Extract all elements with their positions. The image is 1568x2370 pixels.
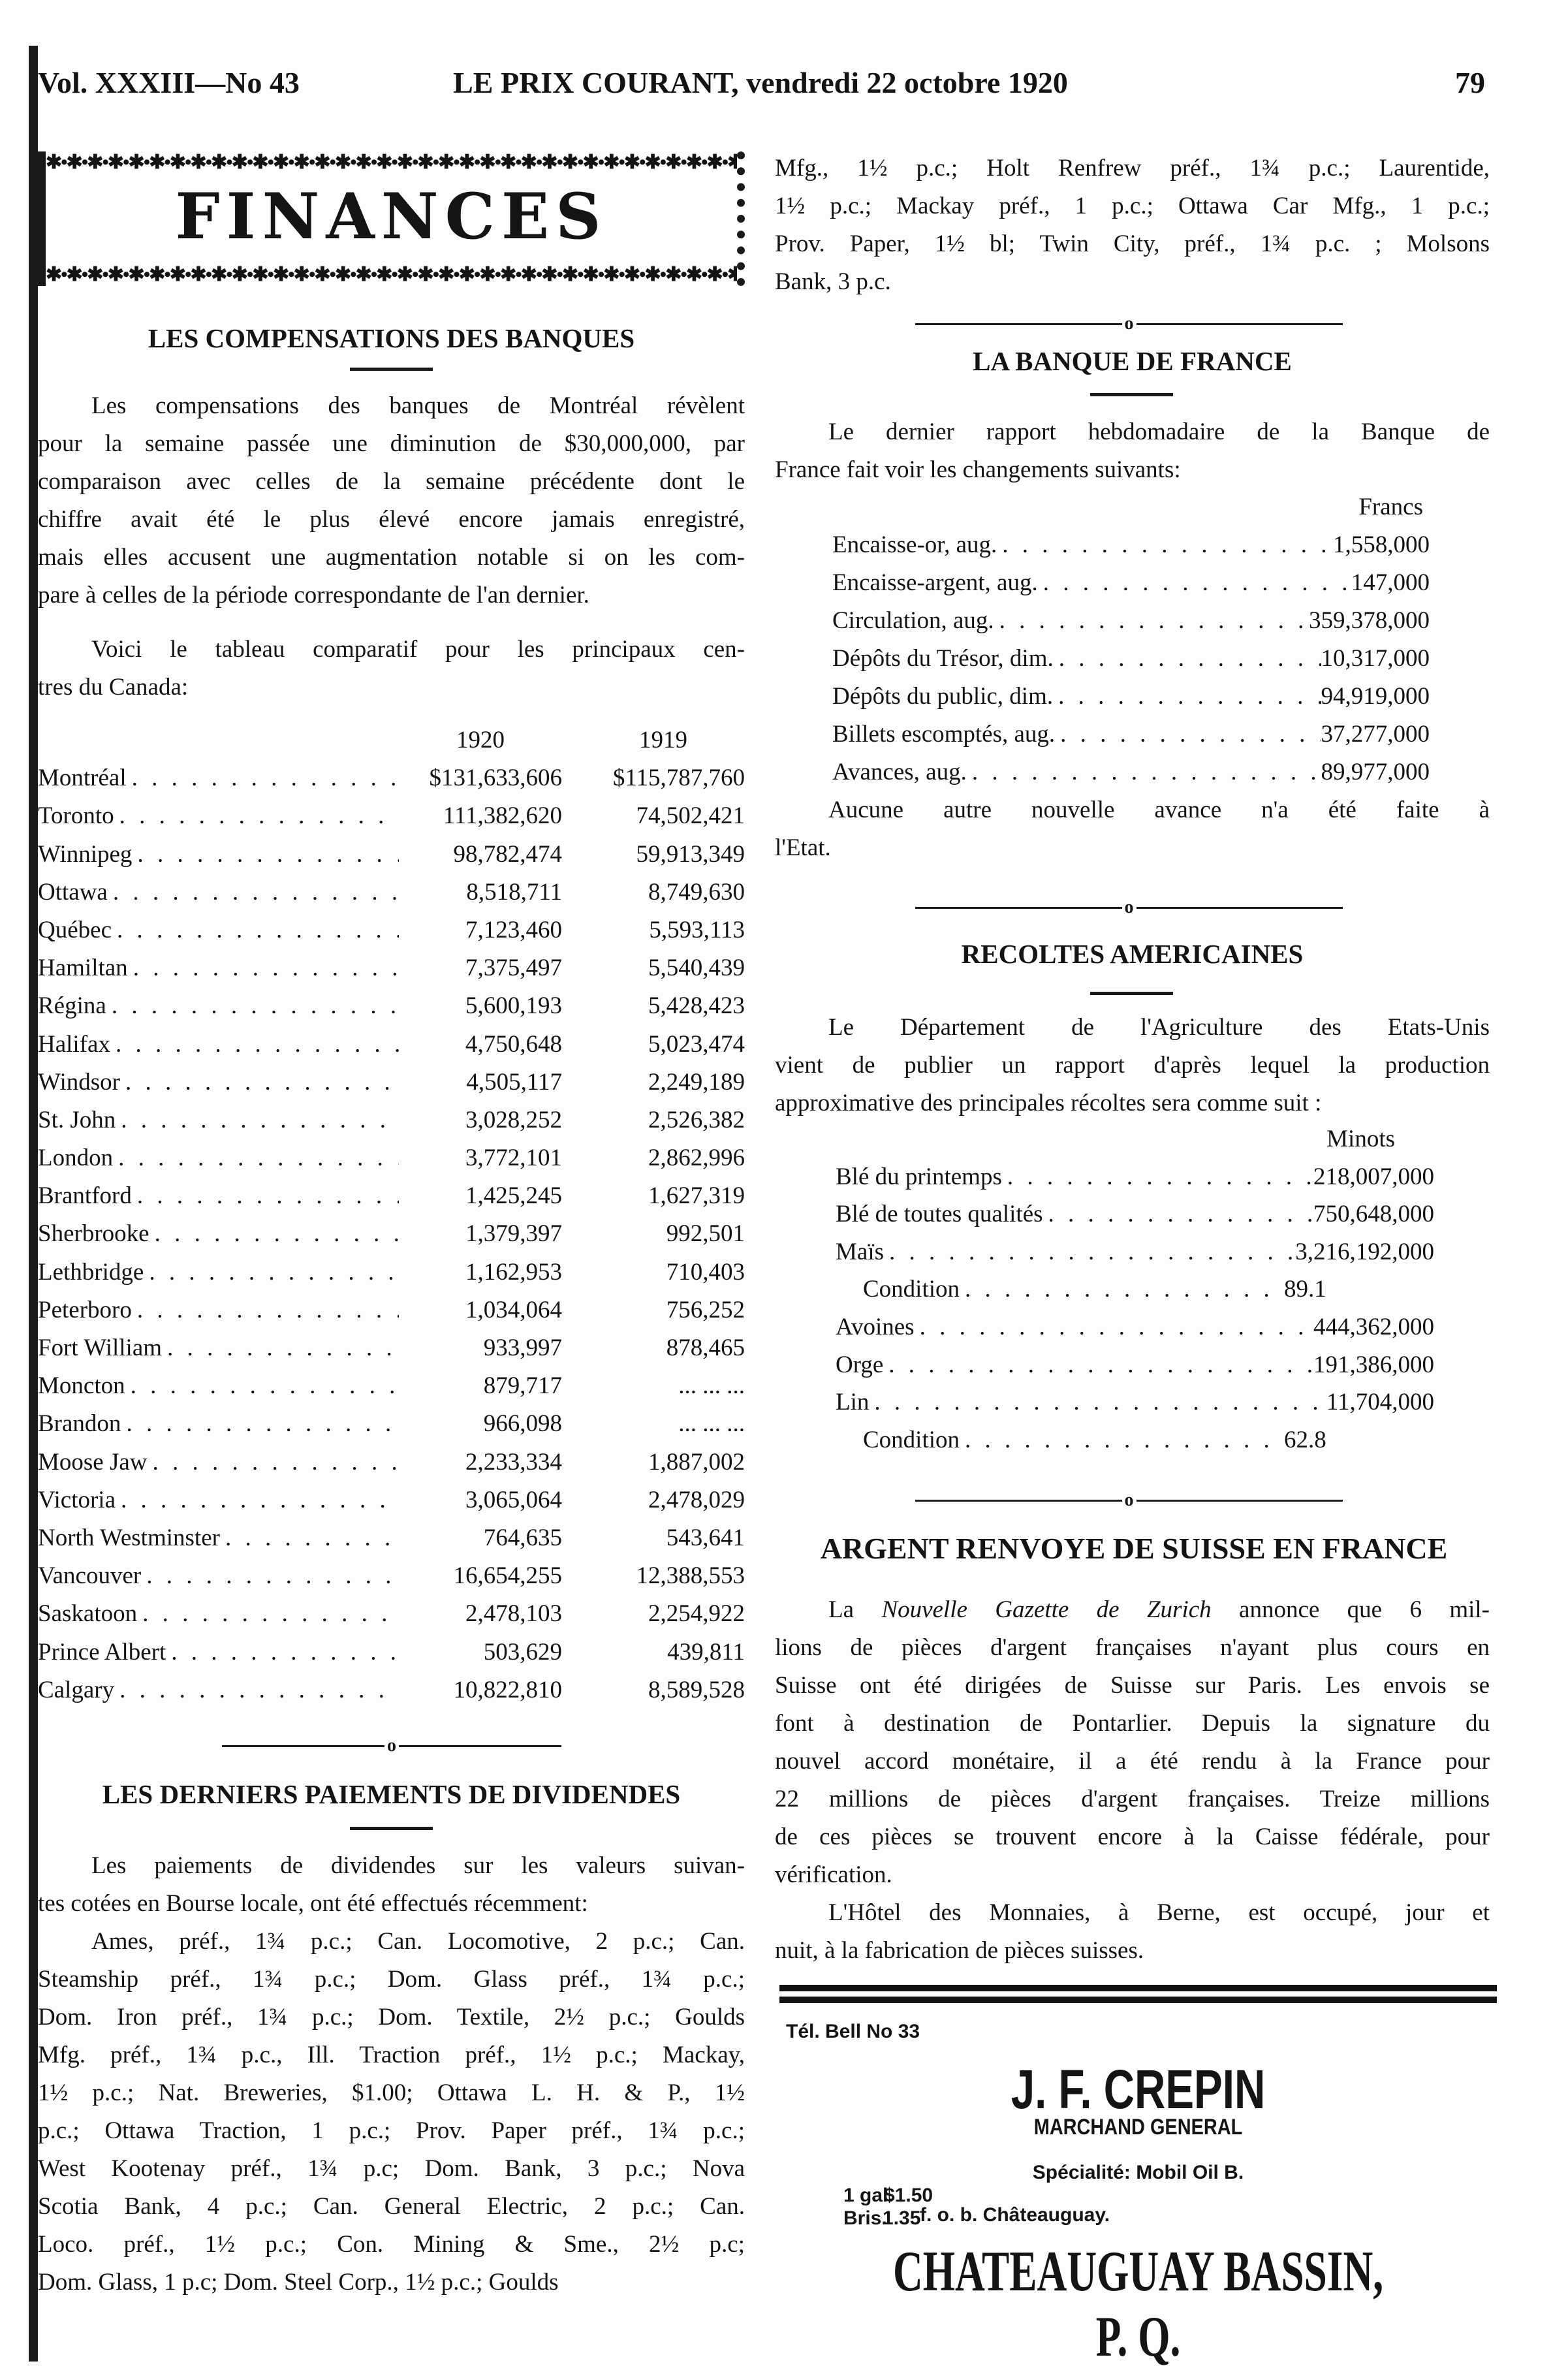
text-line: nouvel accord monétaire, il a été rendu à la France pour (775, 1748, 1490, 1775)
row-value: 359,378,000 (1309, 607, 1430, 635)
table-row (38, 987, 745, 1025)
city-name: Vancouver (38, 1562, 142, 1590)
row-label: Blé de toutes qualités (836, 1201, 1043, 1228)
row-value: 191,386,000 (1313, 1351, 1434, 1378)
value-1919: 2,526,382 (648, 1106, 745, 1133)
table-row (38, 1367, 745, 1405)
row-value: 37,277,000 (1321, 721, 1430, 748)
value-1920: 7,123,460 (465, 916, 562, 943)
value-1919: 756,252 (666, 1296, 745, 1323)
value-1920: 3,065,064 (465, 1486, 562, 1513)
table-row (38, 874, 745, 911)
text-line: Mfg. préf., 1¾ p.c., Ill. Traction préf., 1½ p.c.; Mackay, (38, 2042, 745, 2068)
value-1920: 10,822,810 (453, 1676, 562, 1703)
text-line: Mfg., 1½ p.c.; Holt Renfrew préf., 1¾ p.c.; Laurentide, (775, 155, 1490, 182)
argent-heading: ARGENT RENVOYE DE SUISSE EN FRANCE (820, 1532, 1448, 1565)
table-row (38, 1519, 745, 1557)
leader-dots (114, 1671, 399, 1709)
section-title: FINANCES (175, 180, 608, 253)
leader-dots (132, 1291, 399, 1329)
leader-dots (125, 1367, 399, 1405)
leader-dots (132, 1177, 399, 1215)
row-value: 89,977,000 (1321, 759, 1430, 786)
leader-dots (106, 987, 399, 1025)
leader-dots (220, 1519, 399, 1557)
value-1919: 5,540,439 (648, 955, 745, 982)
value-1920: 933,997 (483, 1335, 562, 1361)
value-1919: 5,593,113 (649, 916, 745, 943)
table-row (38, 1329, 745, 1367)
text-line: Scotia Bank, 4 p.c.; Can. General Electric, 2 p.c.; Can. (38, 2193, 745, 2220)
row-label: Blé du printemps (836, 1163, 1002, 1190)
value-1920: 1,034,064 (465, 1296, 562, 1323)
value-1920: 4,505,117 (466, 1068, 562, 1096)
row-label: Lin (836, 1389, 870, 1416)
text-line: Le Département de l'Agriculture des Etats-Unis (828, 1014, 1490, 1041)
clearings-table (38, 721, 745, 1709)
row-label: Avances, aug. (832, 759, 967, 786)
text-line: mais elles accusent une augmentation notable si on les com- (38, 544, 745, 571)
value-1920: 879,717 (483, 1372, 562, 1400)
section-divider (222, 1735, 561, 1756)
city-name: Moose Jaw (38, 1448, 148, 1476)
city-name: Québec (38, 916, 112, 943)
row-value: 3,216,192,000 (1295, 1238, 1434, 1265)
leader-dots (128, 949, 399, 987)
compensations-heading: LES COMPENSATIONS DES BANQUES (148, 323, 635, 353)
value-1919: 74,502,421 (636, 802, 745, 830)
specialty: Spécialité: Mobil Oil B. (1032, 2162, 1244, 2183)
text-line: Loco. préf., 1½ p.c.; Con. Mining & Sme., 2½ p.c; (38, 2231, 745, 2258)
city-name: Sherbrooke (38, 1220, 149, 1248)
leader-dots (127, 759, 399, 797)
leader-dots (113, 1139, 399, 1177)
value-1920: 8,518,711 (466, 878, 562, 906)
table-row (38, 1634, 745, 1671)
text-line: West Kootenay préf., 1¾ p.c; Dom. Bank, 3 p.c.; Nova (38, 2155, 745, 2182)
column-header-1920: 1920 (456, 727, 505, 753)
value-1920: 1,162,953 (465, 1258, 562, 1286)
column-header-1919: 1919 (639, 727, 687, 753)
value-1919: 878,465 (666, 1335, 745, 1361)
price-barrel: 1.35 (883, 2207, 921, 2229)
leader-dots (116, 1481, 399, 1519)
recoltes-heading: RECOLTES AMERICAINES (961, 939, 1304, 969)
text-line: tes cotées en Bourse locale, ont été effectués récemment: (38, 1890, 588, 1917)
value-1920: 16,654,255 (453, 1562, 562, 1590)
value-1919: 2,862,996 (648, 1145, 745, 1172)
value-1920: 2,478,103 (465, 1600, 562, 1628)
leader-dots (116, 1101, 399, 1139)
leader-dots (112, 911, 399, 949)
city-name: London (38, 1145, 114, 1172)
dividends-list-paragraph (38, 1923, 745, 2301)
text-line: p.c.; Ottawa Traction, 1 p.c.; Prov. Paper préf., 1¾ p.c.; (38, 2117, 745, 2144)
text-line: Bank, 3 p.c. (775, 268, 891, 295)
city-name: Ottawa (38, 878, 108, 906)
newspaper-name: Nouvelle Gazette de Zurich (881, 1596, 1212, 1623)
table-row (38, 1215, 745, 1253)
table-row (38, 1557, 745, 1595)
table-row (38, 1177, 745, 1215)
text-line: vérification. (775, 1861, 892, 1888)
dividends-intro-paragraph (38, 1847, 745, 1923)
city-name: Prince Albert (38, 1638, 166, 1666)
table-row (38, 1139, 745, 1177)
value-1919: 2,478,029 (648, 1486, 745, 1513)
text-fragment: annonce que 6 mil- (1211, 1596, 1490, 1623)
city-name: Montréal (38, 765, 127, 792)
row-value: 10,317,000 (1321, 645, 1430, 672)
divider-mark: o (1122, 312, 1137, 336)
ornament-border-top (46, 151, 737, 174)
city-name: Peterboro (38, 1296, 132, 1323)
text-line: Dom. Iron préf., 1¾ p.c.; Dom. Textile, 2½ p.c.; Goulds (38, 2004, 745, 2030)
leader-dots (149, 1215, 399, 1253)
table-row (38, 1671, 745, 1709)
leader-dots (121, 1405, 399, 1443)
table-row (38, 1444, 745, 1481)
text-line: France fait voir les changements suivants: (775, 456, 1181, 483)
row-label: Maïs (836, 1238, 884, 1265)
row-label: Condition (863, 1276, 960, 1303)
banque-heading: LA BANQUE DE FRANCE (973, 346, 1292, 376)
value-1920: $131,633,606 (429, 765, 562, 792)
price-gallon: $1.50 (884, 2185, 933, 2206)
ad-double-rule-top (779, 1985, 1497, 1991)
row-value: 89.1 (1284, 1276, 1326, 1303)
phone-number: Tél. Bell No 33 (786, 2021, 920, 2042)
text-line: Steamship préf., 1¾ p.c.; Dom. Glass préf., 1¾ p.c.; (38, 1966, 745, 1993)
city-name: Calgary (38, 1676, 115, 1703)
value-1920: 7,375,497 (465, 955, 562, 982)
ad-double-rule-bottom (779, 1997, 1497, 2003)
city-name: Fort William (38, 1335, 163, 1361)
text-line: lions de pièces d'argent françaises n'ayant plus cours en (775, 1634, 1490, 1661)
text-line: Les compensations des banques de Montréal révèlent (91, 392, 745, 419)
city-name: Brantford (38, 1182, 132, 1210)
text-line: L'Hôtel des Monnaies, à Berne, est occupé, jour et (828, 1899, 1490, 1926)
value-1919: 8,749,630 (648, 878, 745, 906)
text-line: font à destination de Pontarlier. Depuis la signature du (775, 1710, 1490, 1737)
value-1920: 764,635 (483, 1524, 562, 1551)
row-label: Billets escomptés, aug. (832, 721, 1056, 748)
table-row (38, 1481, 745, 1519)
value-1919: ... ... ... (678, 1410, 745, 1438)
leader-dots (110, 1026, 399, 1064)
value-1920: 503,629 (483, 1638, 562, 1666)
volume-number: Vol. XXXIII—No 43 (38, 66, 300, 99)
row-label: Condition (863, 1426, 960, 1453)
text-line: chiffre avait été le plus élevé encore jamais enregistré, (38, 506, 745, 533)
value-1920: 1,379,397 (465, 1220, 562, 1248)
leader-dots (141, 1557, 399, 1595)
compensations-intro-paragraph (38, 631, 745, 706)
value-1919: 1,627,319 (648, 1182, 745, 1210)
value-1919: 992,501 (666, 1220, 745, 1248)
table-row (38, 1254, 745, 1291)
row-label: Encaisse-argent, aug. (832, 569, 1038, 597)
leader-dots (162, 1329, 399, 1367)
ornament-border-bottom (46, 264, 737, 286)
row-label: Dépôts du Trésor, dim. (832, 645, 1054, 672)
compensations-paragraph (38, 387, 745, 614)
divider-mark: o (1122, 896, 1137, 919)
table-row (38, 1026, 745, 1064)
text-line: de ces pièces se trouvent encore à la Caisse fédérale, pour (775, 1824, 1490, 1850)
text-line: pour la semaine passée une diminution de $30,000,000, par (38, 430, 745, 457)
text-line: Suisse ont été dirigées de Suisse sur Paris. Les envois se (775, 1672, 1490, 1699)
city-name: Toronto (38, 802, 114, 830)
text-fragment: La (828, 1596, 882, 1623)
text-line: 22 millions de pièces d'argent françaises. Treize millions (775, 1786, 1490, 1812)
value-1919: 2,249,189 (648, 1068, 745, 1096)
price-barrel-unit: Bris. (843, 2207, 887, 2229)
value-1919: 1,887,002 (648, 1448, 745, 1476)
leader-dots (166, 1634, 399, 1671)
value-1919: 8,589,528 (648, 1676, 745, 1703)
row-value: 218,007,000 (1313, 1163, 1434, 1190)
row-value: 94,919,000 (1321, 683, 1430, 710)
row-label: Orge (836, 1351, 884, 1378)
heading-rule (350, 1827, 433, 1830)
row-value: 147,000 (1351, 569, 1430, 597)
table-row (38, 836, 745, 874)
text-line: vient de publier un rapport d'après lequel la production (775, 1052, 1490, 1079)
value-1919: 5,428,423 (648, 992, 745, 1020)
value-1919: 543,641 (666, 1524, 745, 1551)
row-label: Encaisse-or, aug. (832, 531, 997, 559)
table-row (38, 759, 745, 797)
row-label: Dépôts du public, dim. (832, 683, 1054, 710)
value-1920: 2,233,334 (465, 1448, 562, 1476)
row-value: 1,558,000 (1333, 531, 1430, 559)
page-edge-bar (29, 46, 38, 2362)
value-1920: 1,425,245 (465, 1182, 562, 1210)
leader-dots (148, 1444, 399, 1481)
city-name: Winnipeg (38, 840, 133, 868)
crepin-advertisement (779, 0, 1497, 2369)
value-1920: 5,600,193 (465, 992, 562, 1020)
page-number: 79 (1455, 66, 1485, 99)
row-label: Avoines (836, 1313, 915, 1340)
value-1919: ... ... ... (678, 1372, 745, 1400)
leader-dots (114, 797, 399, 835)
merchant-trade: MARCHAND GENERAL (1033, 2115, 1243, 2140)
text-line: Les paiements de dividendes sur les valeurs suivan- (91, 1852, 745, 1879)
merchant-name: J. F. CREPIN (1011, 2059, 1266, 2120)
table-row (38, 1101, 745, 1139)
dividends-heading: LES DERNIERS PAIEMENTS DE DIVIDENDES (102, 1779, 681, 1809)
row-label: Circulation, aug. (832, 607, 994, 635)
unit-label: Minots (1326, 1126, 1395, 1152)
leader-dots (137, 1595, 399, 1633)
table-row (38, 1595, 745, 1633)
value-1920: 98,782,474 (453, 840, 562, 868)
text-line: approximative des principales récoltes sera comme suit : (775, 1090, 1322, 1116)
value-1920: 3,028,252 (465, 1106, 562, 1133)
heading-rule (350, 368, 433, 371)
city-name: St. John (38, 1106, 116, 1133)
table-row (38, 1064, 745, 1101)
text-line: Prov. Paper, 1½ bl; Twin City, préf., 1¾ p.c. ; Molsons (775, 230, 1490, 257)
leader-dots (132, 836, 399, 874)
row-value: 62.8 (1284, 1426, 1326, 1453)
city-name: Lethbridge (38, 1258, 144, 1286)
city-name: Victoria (38, 1486, 116, 1513)
city-name: North Westminster (38, 1524, 220, 1551)
value-1919: 2,254,922 (648, 1600, 745, 1628)
unit-label: Francs (1358, 494, 1423, 520)
value-1920: 4,750,648 (465, 1030, 562, 1058)
price-gallon-unit: 1 gal. (843, 2185, 894, 2206)
value-1919: 59,913,349 (636, 840, 745, 868)
value-1920: 966,098 (483, 1410, 562, 1438)
table-row (38, 1405, 745, 1443)
text-line: pare à celles de la période correspondante de l'an dernier. (38, 582, 589, 608)
leader-dots (120, 1064, 399, 1101)
city-name: Windsor (38, 1068, 120, 1096)
value-1919: 710,403 (666, 1258, 745, 1286)
text-line: nuit, à la fabrication de pièces suisses. (775, 1937, 1144, 1964)
row-value: 444,362,000 (1313, 1313, 1434, 1340)
row-value: 750,648,000 (1313, 1201, 1434, 1228)
text-line: Le dernier rapport hebdomadaire de la Banque de (828, 419, 1490, 445)
city-name: Moncton (38, 1372, 125, 1400)
text-line: Aucune autre nouvelle avance n'a été faite à (828, 797, 1490, 823)
text-line: l'Etat. (775, 834, 831, 861)
value-1919: 5,023,474 (648, 1030, 745, 1058)
city-name: Hamiltan (38, 955, 128, 982)
value-1919: 439,811 (667, 1638, 745, 1666)
text-line: tres du Canada: (38, 674, 189, 701)
city-name: Saskatoon (38, 1600, 138, 1628)
finances-banner (38, 151, 745, 286)
merchant-location: CHATEAUGUAY BASSIN, P. Q. (892, 2240, 1384, 2369)
value-1920: 3,772,101 (465, 1145, 562, 1172)
city-name: Brandon (38, 1410, 121, 1438)
newspaper-title: LE PRIX COURANT, vendredi 22 octobre 1920 (453, 66, 1068, 99)
table-header-row (38, 721, 745, 759)
table-row (38, 911, 745, 949)
table-row (38, 1291, 745, 1329)
text-line: Dom. Glass, 1 p.c; Dom. Steel Corp., 1½ p.c.; Goulds (38, 2269, 559, 2296)
text-line: Voici le tableau comparatif pour les principaux cen- (91, 636, 745, 663)
city-name: Halifax (38, 1030, 110, 1058)
city-name: Régina (38, 992, 106, 1020)
table-row (38, 949, 745, 987)
text-line: comparaison avec celles de la semaine précédente dont le (38, 468, 745, 495)
value-1920: 111,382,620 (443, 802, 562, 830)
fob-note: f. o. b. Châteauguay. (920, 2204, 1110, 2226)
divider-mark: o (384, 1734, 399, 1758)
text-line: Ames, préf., 1¾ p.c.; Can. Locomotive, 2 p.c.; Can. (91, 1928, 745, 1955)
leader-dots (144, 1254, 399, 1291)
leader-dots (108, 874, 399, 911)
text-line: 1½ p.c.; Nat. Breweries, $1.00; Ottawa L. H. & P., 1½ (38, 2079, 745, 2106)
divider-mark: o (1122, 1489, 1137, 1512)
table-row (38, 797, 745, 835)
value-1919: 12,388,553 (636, 1562, 745, 1590)
row-value: 11,704,000 (1326, 1389, 1434, 1416)
text-line: 1½ p.c.; Mackay préf., 1 p.c.; Ottawa Car Mfg., 1 p.c.; (775, 193, 1490, 219)
value-1919: $115,787,760 (612, 765, 745, 792)
